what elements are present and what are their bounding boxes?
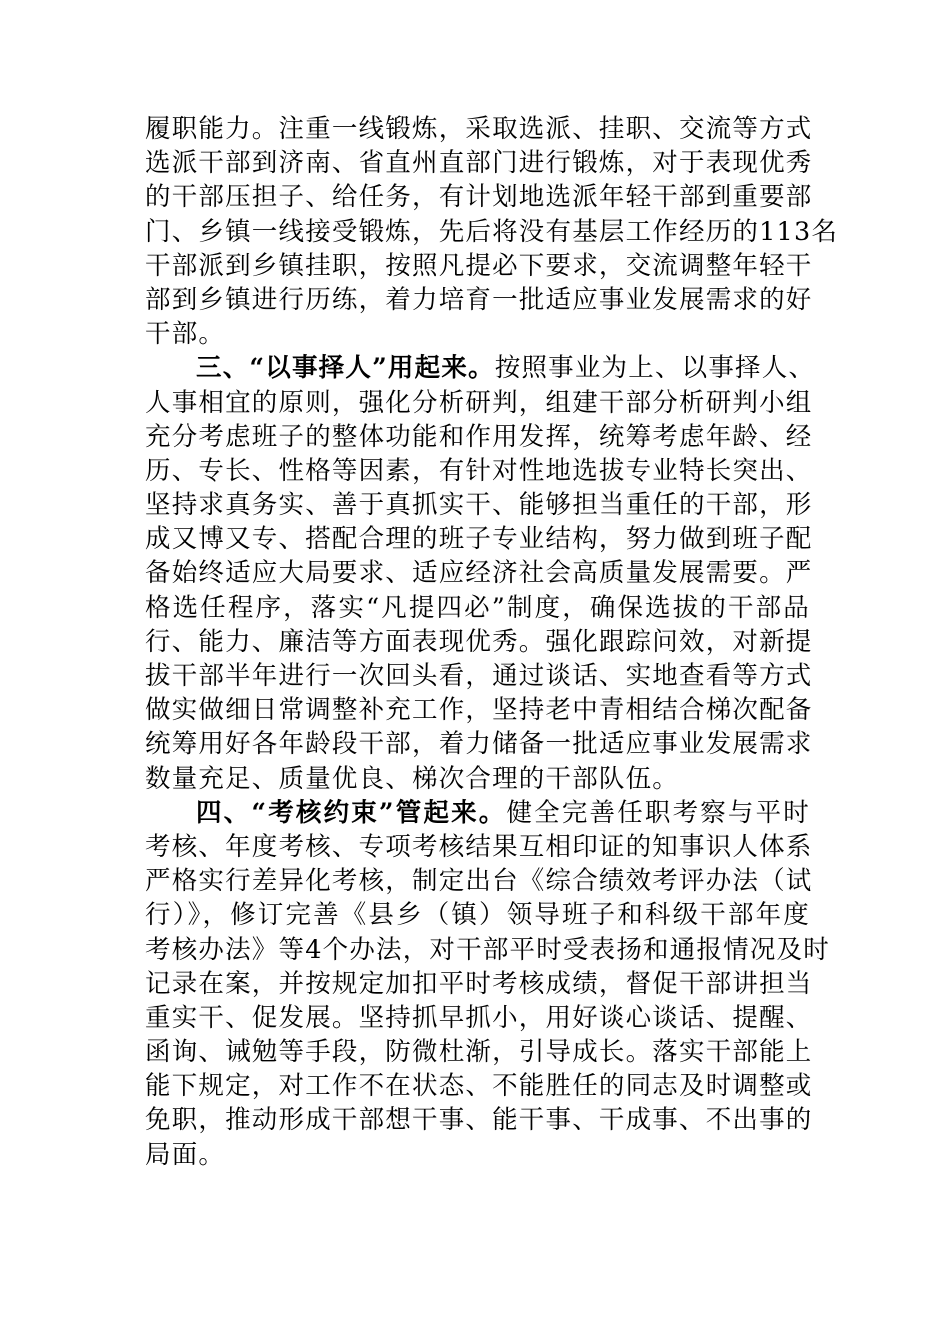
text-line: 能下规定，对工作不在状态、不能胜任的同志及时调整或 <box>145 1071 813 1102</box>
text-line: 历、专长、性格等因素，有针对性地选拔专业特长突出、 <box>145 455 813 486</box>
section-four-first-line <box>145 796 810 830</box>
section-three-intro: 按照事业为上、以事择人、 <box>494 353 816 384</box>
text-line: 免职，推动形成干部想干事、能干事、干成事、不出事的 <box>145 1105 813 1136</box>
text-line: 门、乡镇一线接受锻炼，先后将没有基层工作经历的113名 <box>145 216 839 247</box>
text-line: 格选任程序，落实“凡提四必”制度，确保选拔的干部品 <box>145 592 810 623</box>
section-three-first-line <box>145 351 816 385</box>
text-line: 干部派到乡镇挂职，按照凡提必下要求，交流调整年轻干 <box>145 250 813 281</box>
text-line: 行）》，修订完善《县乡（镇）领导班子和科级干部年度 <box>145 900 810 931</box>
text-line: 履职能力。注重一线锻炼，采取选派、挂职、交流等方式 <box>145 114 813 144</box>
text-line: 坚持求真务实、善于真抓实干、能够担当重任的干部，形 <box>145 490 813 521</box>
text-line: 数量充足、质量优良、梯次合理的干部队伍。 <box>145 763 680 794</box>
text-line: 统筹用好各年龄段干部，着力储备一批适应事业发展需求 <box>145 729 813 760</box>
section-four-intro: 健全完善任职考察与平时 <box>506 797 810 828</box>
text-line: 干部。 <box>145 319 226 350</box>
text-line: 记录在案，并按规定加扣平时考核成绩，督促干部讲担当 <box>145 968 813 999</box>
text-line: 函询、诫勉等手段，防微杜渐，引导成长。落实干部能上 <box>145 1037 813 1068</box>
text-line: 备始终适应大局要求、适应经济社会高质量发展需要。严 <box>145 558 813 589</box>
text-line: 做实做细日常调整补充工作，坚持老中青相结合梯次配备 <box>145 695 813 726</box>
section-four-heading: 四、“考核约束”管起来。 <box>196 797 507 828</box>
text-line: 部到乡镇进行历练，着力培育一批适应事业发展需求的好 <box>145 284 813 315</box>
text-line: 的干部压担子、给任务，有计划地选派年轻干部到重要部 <box>145 182 813 213</box>
text-line: 局面。 <box>145 1139 226 1170</box>
text-line: 考核办法》等4个办法，对干部平时受表扬和通报情况及时 <box>145 934 830 965</box>
text-line: 充分考虑班子的整体功能和作用发挥，统筹考虑年龄、经 <box>145 421 813 452</box>
text-line: 拔干部半年进行一次回头看，通过谈话、实地查看等方式 <box>145 661 813 691</box>
text-line: 考核、年度考核、专项考核结果互相印证的知事识人体系 <box>145 831 813 862</box>
section-three-heading: 三、“以事择人”用起来。 <box>196 353 495 384</box>
text-line: 严格实行差异化考核，制定出台《综合绩效考评办法（试 <box>145 866 813 897</box>
text-line: 选派干部到济南、省直州直部门进行锻炼，对于表现优秀 <box>145 148 813 179</box>
document-body <box>145 112 839 1172</box>
text-line: 人事相宜的原则，强化分析研判，组建干部分析研判小组 <box>145 387 813 418</box>
text-line: 重实干、促发展。坚持抓早抓小，用好谈心谈话、提醒、 <box>145 1002 813 1033</box>
text-line: 成又博又专、搭配合理的班子专业结构，努力做到班子配 <box>145 524 813 555</box>
text-line: 行、能力、廉洁等方面表现优秀。强化跟踪问效，对新提 <box>145 626 813 657</box>
